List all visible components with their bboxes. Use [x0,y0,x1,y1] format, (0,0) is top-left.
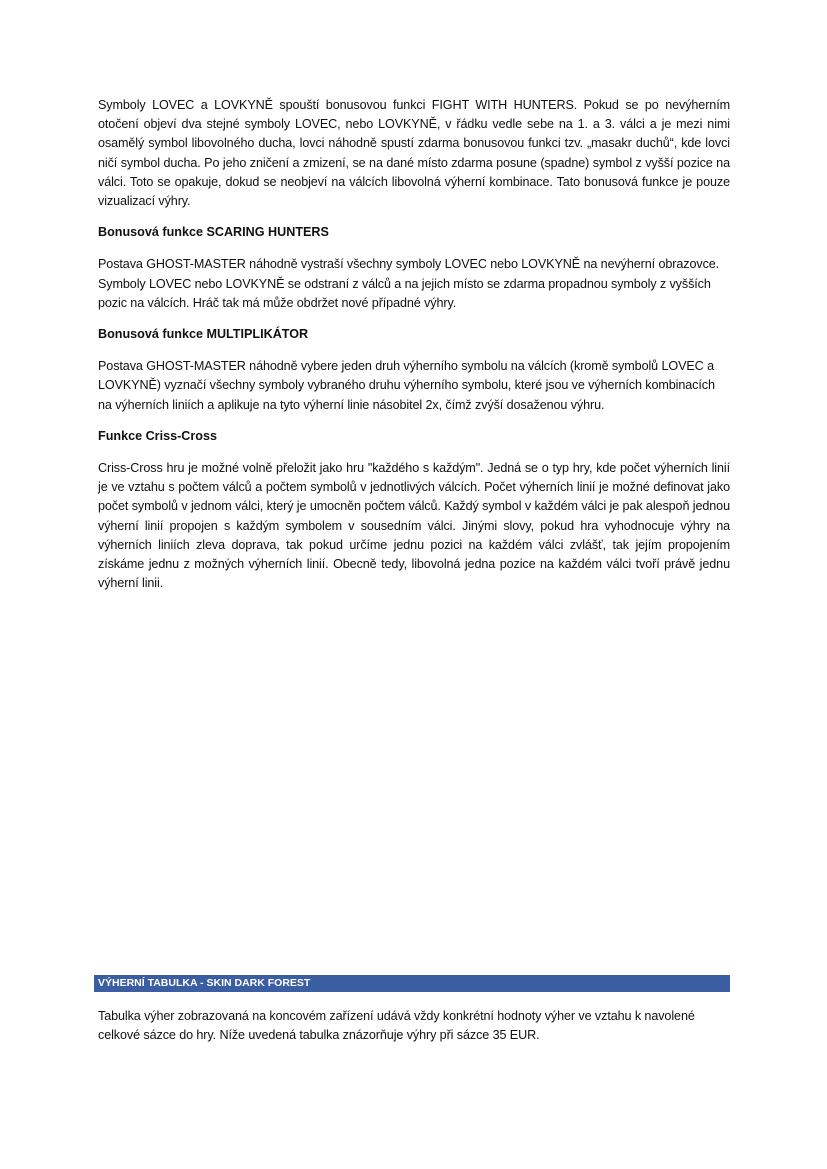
scaring-hunters-heading: Bonusová funkce SCARING HUNTERS [98,225,329,240]
fight-with-hunters-paragraph: Symboly LOVEC a LOVKYNĚ spouští bonusovou funkci FIGHT WITH HUNTERS. Pokud se po nevýherním otočení objeví dva stejné symboly LOVEC, nebo LOVKYNĚ, v řádku vedle sebe na 1. a 3. válci a je mezi nimi osamělý symbol libovolného ducha, lovci náhodně spustí zdarma bonusovou funkci tzv. „masakr duchů“, kde lovci ničí symbol ducha. Po jeho zničení a zmizení, se na dané místo zdarma posune (spadne) symbol z vyšší pozice na válci. Toto se opakuje, dokud se neobjeví na válcích libovolná výherní kombinace. Tato bonusová funkce je pouze vizualizací výhry. [98,98,730,209]
criss-cross-heading: Funkce Criss-Cross [98,428,217,443]
multiplikator-paragraph: Postava GHOST-MASTER náhodně vybere jeden druh výherního symbolu na válcích (kromě symbolů LOVEC a LOVKYNĚ) vyznačí všechny symboly vybraného druhu výherního symbolu, které jsou ve výherních kombinacích na výherních liniích a aplikuje na tyto výherní linie násobitel 2x, čímž zvýší dosaženou výhru. [98,359,715,412]
scaring-hunters-paragraph: Postava GHOST-MASTER náhodně vystraší všechny symboly LOVEC nebo LOVKYNĚ na nevýherní obrazovce. Symboly LOVEC nebo LOVKYNĚ se odstraní z válců a na jejich místo se zdarma propadnou symboly z vyšších pozic na válcích. Hráč tak má může obdržet nové případné výhry. [98,257,720,310]
document-body [98,96,730,593]
multiplikator-heading: Bonusová funkce MULTIPLIKÁTOR [98,327,309,342]
payout-table-intro [98,1007,730,1045]
criss-cross-paragraph: Criss-Cross hru je možné volně přeložit jako hru "každého s každým". Jedná se o typ hry, kde počet výherních linií je ve vztahu s počtem válců a počtem symbolů v jednotlivých válcích. Počet výherních linií je možné definovat jako počet symbolů v jednom válci, který je umocněn počtem válců. Každý symbol v každém válci je pak alespoň jednou výherní linií propojen s každým symbolem v sousedním válci. Jinými slovy, pokud hra vyhodnocuje výhry na výherních liniích zleva doprava, tak pokud určíme jednu pozici na každém válci zvlášť, tak jejím propojením získáme jednu z možných výherních linií. Obecně tedy, libovolná jedna pozice na každém válci tvoří právě jednu výherní linii. [98,461,730,591]
payout-table-banner: VÝHERNÍ TABULKA - SKIN DARK FOREST [94,975,730,992]
payout-table-intro-paragraph: Tabulka výher zobrazovaná na koncovém zařízení udává vždy konkrétní hodnoty výher ve vztahu k navolené celkové sázce do hry. Níže uvedená tabulka znázorňuje výhry při sázce 35 EUR. [98,1009,695,1043]
